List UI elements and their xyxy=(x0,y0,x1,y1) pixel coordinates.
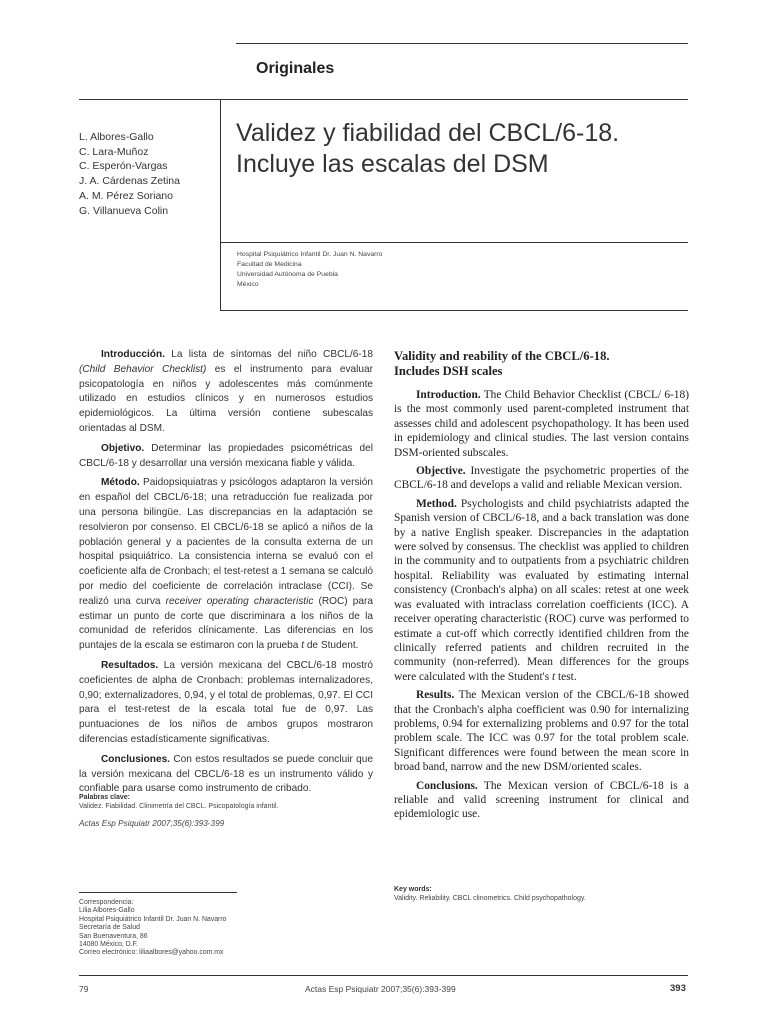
title-divider xyxy=(220,99,221,310)
keywords-spanish xyxy=(79,793,373,811)
keywords-label: Key words: xyxy=(394,886,432,893)
section-label: Originales xyxy=(256,60,335,77)
article-title xyxy=(236,118,706,180)
abstract-paragraph-results: Results. The Mexican version of the CBCL/6-18 showed that the Cronbach's alpha coefficient was 0.90 for internalizing problems, 0.94 for externalizing problems and 0.97 for the total problem scale. The ICC was 0.97 for the total problem scale. Significant differences were found between the mean score in broad band, narrow and the new DSM/oriented scales. xyxy=(394,689,689,774)
author: C. Esperón-Vargas xyxy=(79,160,168,173)
title-line: Incluye las escalas del DSM xyxy=(236,150,549,178)
affiliation-line: Facultad de Medicina xyxy=(237,261,302,268)
footer-citation: Actas Esp Psiquiatr 2007;35(6):393-399 xyxy=(305,984,456,994)
affiliation-line: Universidad Autónoma de Puebla xyxy=(237,271,338,278)
abstract-paragraph-method: Method. Psychologists and child psychiatrists adapted the Spanish version of CBCL/6-18, and a back translation was done by a native English speaker. Discrepancies in the adaptation were solved by consensus. The checklist was applied to children in the community and to outpatients from a psychiatric children hospital. Reliability was evaluated by estimating internal consistency (Cronbach's alpha) on all scales: retest at one week was evaluated with intraclass correlation coefficients (ICC). A receiver operating characteristic (ROC) curve was performed to estimate a cut-off which correctly identified children from the clinically referred patients and children recruited in the community (non-referred). Mean differences for the groups were calculated with the Student's t test. xyxy=(394,497,689,683)
author: G. Villanueva Colin xyxy=(79,204,169,217)
abstract-spanish xyxy=(79,348,373,802)
affiliation-rule xyxy=(220,242,688,243)
keywords-text: Validity. Reliability. CBCL clinometrics. Child psychopathology. xyxy=(394,895,586,902)
author-list xyxy=(79,130,180,218)
keywords-label: Palabras clave: xyxy=(79,794,130,801)
header-rule xyxy=(79,99,688,100)
abstract-english xyxy=(394,348,689,826)
correspondence-rule xyxy=(79,892,237,893)
citation: Actas Esp Psiquiatr 2007;35(6):393-399 xyxy=(79,819,225,828)
top-rule xyxy=(236,43,688,44)
abstract-top-rule xyxy=(220,310,688,311)
title-line: Validez y fiabilidad del CBCL/6-18. xyxy=(236,119,620,147)
footer-rule xyxy=(79,975,688,976)
abstract-paragraph-conclusiones: Conclusiones. Con estos resultados se puede concluir que la versión mexicana del CBCL/6-18 es un instrumento válido y confiable para usarse como instrumento de cribado. xyxy=(79,753,373,795)
keywords-english xyxy=(394,885,694,903)
author: L. Albores-Gallo xyxy=(79,131,154,143)
abstract-paragraph-introduccion: Introducción. La lista de síntomas del niño CBCL/6-18 (Child Behavior Checklist) es el instrumento para evaluar psicopatología en niños y adolescentes más comúnmente utilizado en estudios clínicos y en numerosos estudios epidemiológicos. La última versión contiene subescalas orientadas al DSM. xyxy=(79,349,373,434)
author: C. Lara-Muñoz xyxy=(79,145,149,158)
affiliation-line: México xyxy=(237,281,259,288)
affiliation-line: Hospital Psiquiátrico Infantil Dr. Juan N. Navarro xyxy=(237,251,383,258)
correspondence: Correspondencia: Lilia Albores-Gallo Hospital Psiquiátrico Infantil Dr. Juan N. Navarro Secretaría de Salud San Buenaventura, 86 14080 México, D.F. Correo electrónico: liliaalbores@yahoo.com.mx xyxy=(79,899,227,957)
author: A. M. Pérez Soriano xyxy=(79,189,173,202)
affiliation xyxy=(237,250,382,290)
abstract-paragraph-introduction: Introduction. The Child Behavior Checklist (CBCL/ 6-18) is the most commonly used parent-completed instrument that assesses child and adolescent psychopathology. It has been used in epidemiology and clinical studies. The last version contains DSM-oriented subscales. xyxy=(394,389,689,459)
footer-page-number: 393 xyxy=(670,983,686,994)
author: J. A. Cárdenas Zetina xyxy=(79,175,180,188)
abstract-paragraph-objective: Objective. Investigate the psychometric properties of the CBCL/6-18 and develops a valid and reliable Mexican version. xyxy=(394,465,689,492)
english-title: Validity and reability of the CBCL/6-18. Includes DSH scales xyxy=(394,349,610,378)
abstract-paragraph-objetivo: Objetivo. Determinar las propiedades psicométricas del CBCL/6-18 y desarrollar una versión mexicana fiable y válida. xyxy=(79,442,373,469)
abstract-paragraph-metodo: Método. Paidopsiquiatras y psicólogos adaptaron la versión en español del CBCL/6-18; una retraducción fue realizada por una persona bilingüe. Las discrepancias en la adaptación se resolvieron por consenso. El CBCL/6-18 se aplicó a niños de la población general y a pacientes de la consulta externa de un hospital psiquiátrico. La consistencia interna se evaluó con el coeficiente alfa de Cronbach; el test-retest a 1 semana se calculó por medio del coeficiente de correlación intraclase (CCI). Se realizó una curva receiver operating characteristic (ROC) para estimar un punto de corte que discriminara a los niños de la comunidad de referidos clínicamente. Las diferencias en los puntajes de la escala se estimaron con la prueba t de Student. xyxy=(79,477,373,652)
abstract-paragraph-conclusions: Conclusions. The Mexican version of CBCL/6-18 is a reliable and valid screening instrument for clinical and epidemiologic use. xyxy=(394,779,689,821)
abstract-paragraph-resultados: Resultados. La versión mexicana del CBCL/6-18 mostró coeficientes de alpha de Cronbach: problemas internalizadores, 0,90; externalizadores, 0,94, y el total de problemas, 0,97. El CCI para el test-retest de la escala total fue de 0,97. Las puntuaciones de los niños de ambos grupos mostraron diferencias estadísticamente significativas. xyxy=(79,659,373,745)
keywords-text: Validez. Fiabilidad. Clinimetría del CBCL. Psicopatología infantil. xyxy=(79,803,279,810)
footer-page-left: 79 xyxy=(79,984,89,994)
